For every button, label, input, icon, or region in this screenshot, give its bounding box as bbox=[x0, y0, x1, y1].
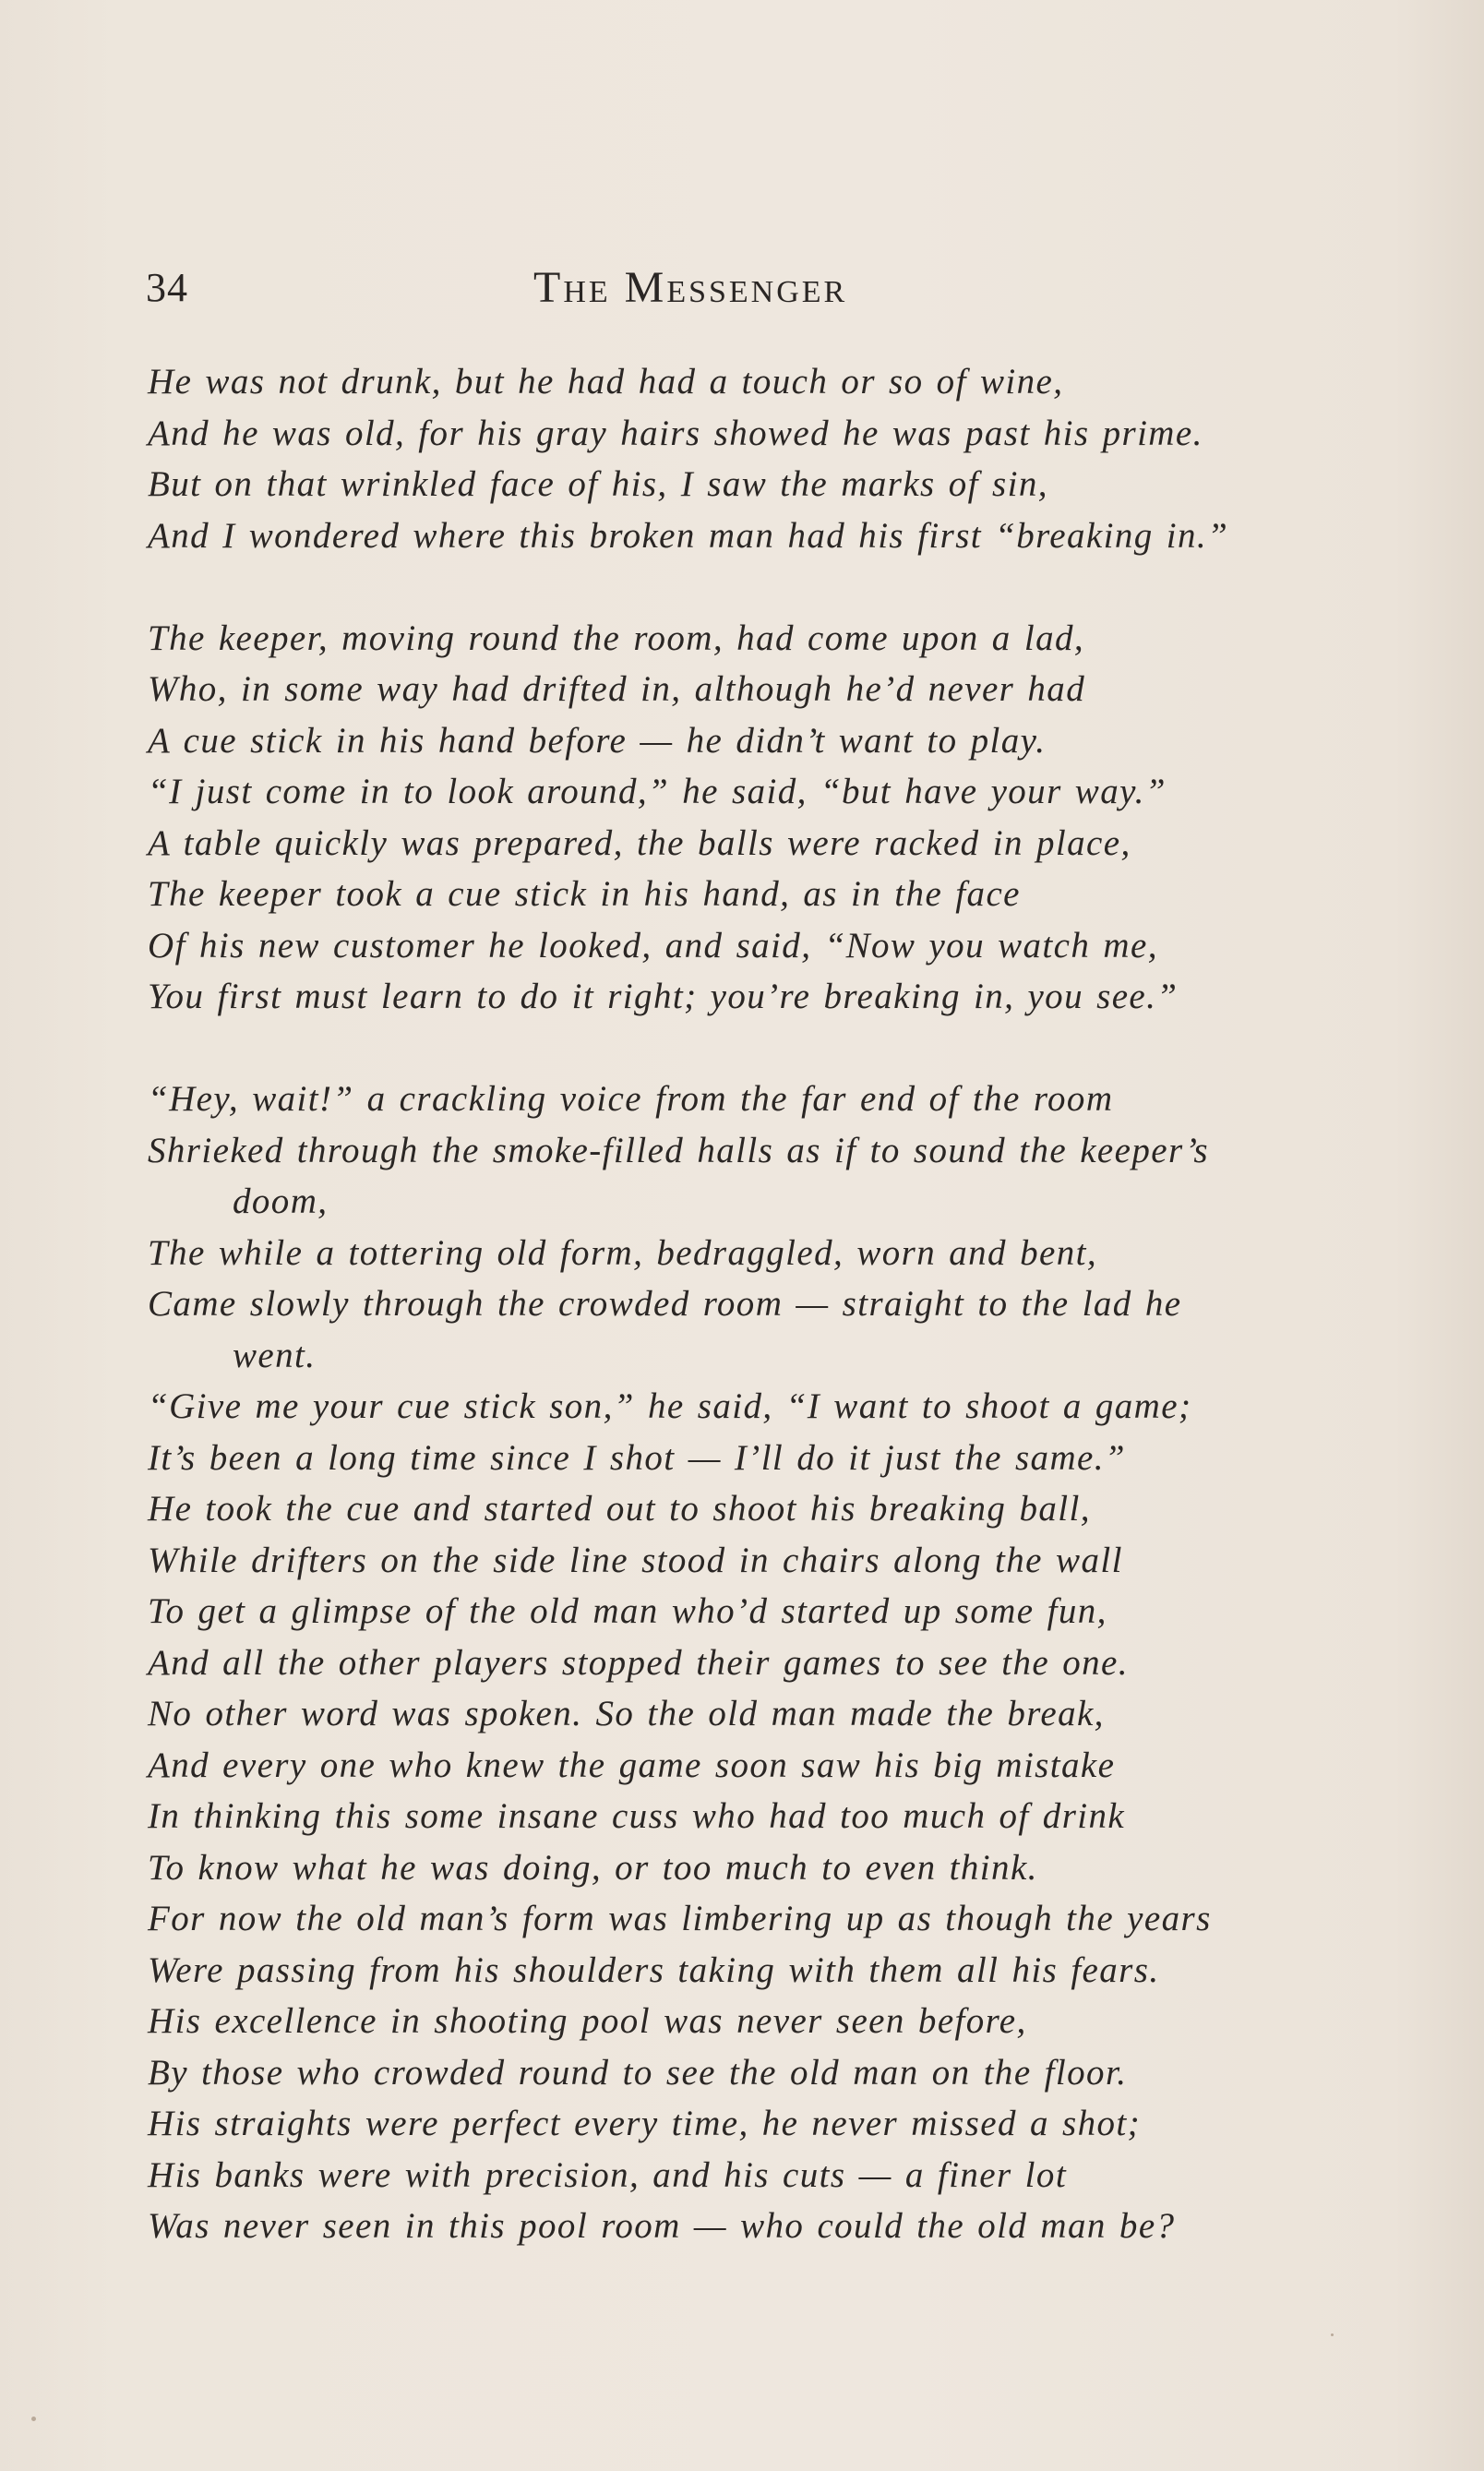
poem-line: And every one who knew the game soon saw his big mistake bbox=[148, 1745, 1116, 1785]
poem-line: The keeper took a cue stick in his hand, as in the face bbox=[148, 874, 1021, 914]
poem-line: The keeper, moving round the room, had come upon a lad, bbox=[148, 618, 1085, 658]
poem-line: And he was old, for his gray hairs showed he was past his prime. bbox=[148, 413, 1203, 453]
poem-line: No other word was spoken. So the old man made the break, bbox=[148, 1694, 1105, 1733]
poem-line: His straights were perfect every time, he never missed a shot; bbox=[148, 2104, 1142, 2143]
poem-line: And I wondered where this broken man had his first “breaking in.” bbox=[148, 515, 1229, 556]
poem-line: “Give me your cue stick son,” he said, “I want to shoot a game; bbox=[148, 1386, 1192, 1426]
stanza bbox=[148, 613, 1366, 1023]
poem-line: But on that wrinkled face of his, I saw the marks of sin, bbox=[148, 464, 1048, 504]
poem-line: In thinking this some insane cuss who had too much of drink bbox=[148, 1796, 1126, 1836]
stanza bbox=[148, 1074, 1366, 2252]
paper-speck bbox=[31, 2417, 36, 2421]
poem-line: It’s been a long time since I shot — I’ll do it just the same.” bbox=[148, 1437, 1126, 1478]
poem-line: Of his new customer he looked, and said, “Now you watch me, bbox=[148, 925, 1158, 966]
poem-line: By those who crowded round to see the old man on the floor. bbox=[148, 2052, 1128, 2093]
poem-line: “Hey, wait!” a crackling voice from the far end of the room bbox=[148, 1079, 1114, 1119]
poem-line: The while a tottering old form, bedraggled, worn and bent, bbox=[148, 1232, 1098, 1273]
poem-line: Were passing from his shoulders taking with them all his fears. bbox=[148, 1949, 1160, 1990]
paper-speck bbox=[1331, 2333, 1334, 2336]
poem-line: To know what he was doing, or too much to even think. bbox=[148, 1847, 1038, 1888]
poem-line: Who, in some way had drifted in, although he’d never had bbox=[148, 669, 1086, 709]
poem-line: He was not drunk, but he had had a touch or so of wine, bbox=[148, 362, 1064, 402]
poem-body bbox=[148, 356, 1366, 2252]
poem-line: You first must learn to do it right; you’re breaking in, you see.” bbox=[148, 977, 1179, 1016]
poem-line: Was never seen in this pool room — who could the old man be? bbox=[148, 2206, 1176, 2246]
poem-line: He took the cue and started out to shoot his breaking ball, bbox=[148, 1489, 1091, 1529]
page-number: 34 bbox=[146, 265, 188, 310]
poem-line: “I just come in to look around,” he said, “but have your way.” bbox=[148, 772, 1167, 811]
poem-line: And all the other players stopped their games to see the one. bbox=[148, 1642, 1129, 1683]
poem-line-continuation: went. bbox=[233, 1335, 317, 1375]
poem-line: Shrieked through the smoke-filled halls as if to sound the keeper’s bbox=[148, 1130, 1209, 1170]
page-header bbox=[146, 260, 1346, 316]
poem-line: A table quickly was prepared, the balls were racked in place, bbox=[148, 822, 1131, 863]
poem-line: For now the old man’s form was limbering up as though the years bbox=[148, 1899, 1212, 1938]
poem-line: His excellence in shooting pool was never seen before, bbox=[148, 2001, 1027, 2041]
poem-line: To get a glimpse of the old man who’d started up some fun, bbox=[148, 1591, 1107, 1631]
poem-line-continuation: doom, bbox=[233, 1182, 329, 1221]
poem-line: While drifters on the side line stood in chairs along the wall bbox=[148, 1540, 1123, 1580]
poem-line: His banks were with precision, and his cuts — a finer lot bbox=[148, 2154, 1068, 2195]
stanza bbox=[148, 356, 1366, 561]
poem-line: Came slowly through the crowded room — straight to the lad he bbox=[148, 1284, 1182, 1324]
poem-line: A cue stick in his hand before — he didn’t want to play. bbox=[148, 720, 1047, 761]
running-title: The Messenger bbox=[533, 263, 848, 312]
